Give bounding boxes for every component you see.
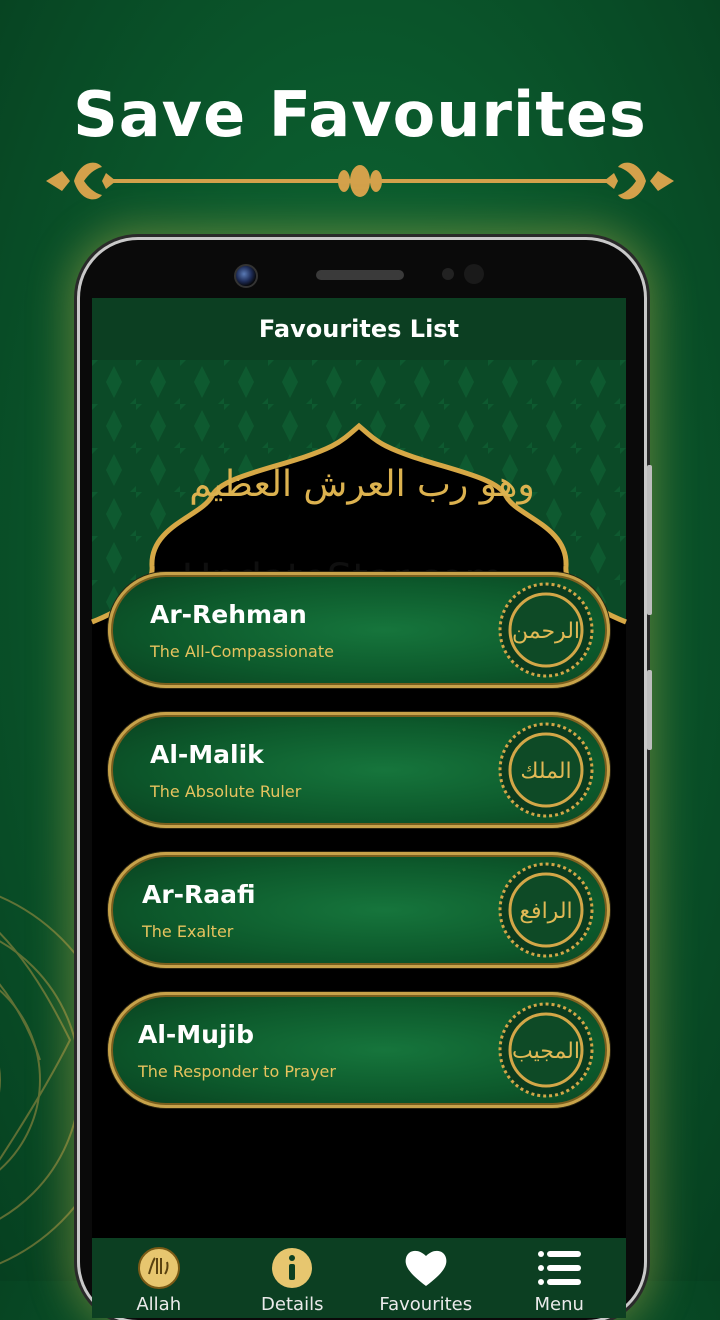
list-item[interactable] [108,572,610,688]
svg-text:الرحمن: الرحمن [511,619,581,644]
proximity-sensor [442,268,454,280]
nav-details[interactable] [227,1238,357,1318]
phone-frame [80,240,644,1320]
name-title: Al-Malik [150,740,264,769]
light-sensor [464,264,484,284]
nav-menu[interactable] [494,1238,624,1318]
name-title: Al-Mujib [138,1020,255,1049]
calligraphy-medallion-icon [496,860,596,960]
front-camera [234,264,258,288]
calligraphy-medallion-icon [496,720,596,820]
name-title: Ar-Rehman [150,600,307,629]
calligraphy-medallion-icon [496,1000,596,1100]
list-item[interactable] [108,852,610,968]
volume-button [647,465,652,615]
power-button [647,670,652,750]
heart-icon [404,1246,448,1290]
earpiece-speaker [316,270,404,280]
name-meaning: The Responder to Prayer [138,1062,336,1081]
list-item[interactable] [108,712,610,828]
calligraphy-medallion-icon [496,580,596,680]
menu-icon [537,1246,581,1290]
allah-calligraphy-icon [137,1246,181,1290]
list-item[interactable] [108,992,610,1108]
nav-label: Allah [136,1294,182,1315]
promo-title: Save Favourites [73,78,647,151]
ornamental-divider [44,155,676,207]
bottom-navigation [92,1238,626,1318]
name-title: Ar-Raafi [142,880,256,909]
name-meaning: The Exalter [142,922,234,941]
nav-label: Details [261,1294,324,1315]
phone-screen [92,298,626,1315]
svg-text:الملك: الملك [520,759,572,784]
name-meaning: The Absolute Ruler [150,782,302,801]
svg-text:المجيب: المجيب [512,1039,580,1064]
app-bar [92,298,626,360]
info-icon [270,1246,314,1290]
nav-label: Menu [534,1294,584,1315]
svg-text:وهو رب العرش العظيم: وهو رب العرش العظيم [189,464,535,505]
nav-label: Favourites [379,1294,473,1315]
svg-text:الرافع: الرافع [519,899,573,924]
header-calligraphy [189,448,535,520]
nav-allah[interactable] [94,1238,224,1318]
name-meaning: The All-Compassionate [150,642,334,661]
app-title: Favourites List [258,315,460,343]
nav-favourites[interactable] [361,1238,491,1318]
